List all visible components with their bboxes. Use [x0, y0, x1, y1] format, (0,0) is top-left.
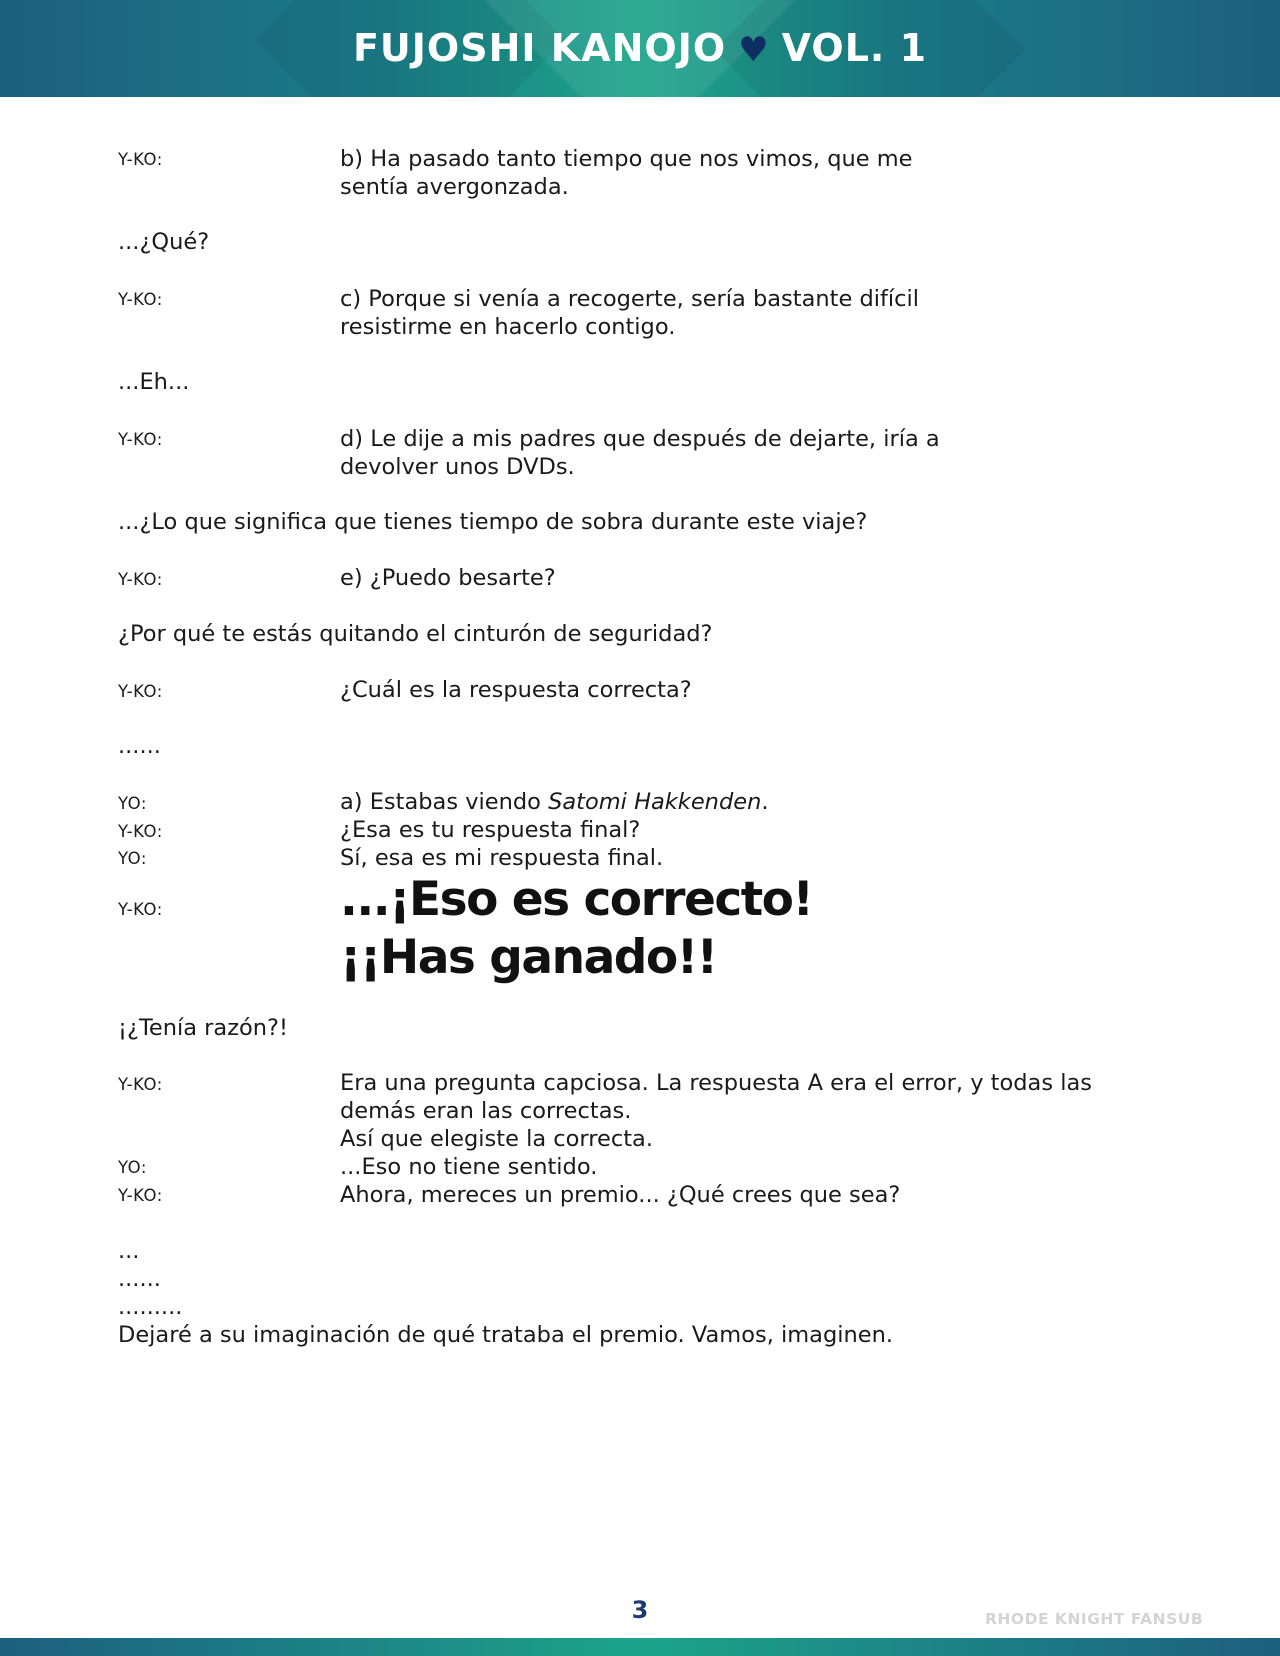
speaker-label: Y-KO:: [118, 682, 163, 701]
dialogue-text-part: .: [761, 789, 769, 815]
narration-text: ¿Por qué te estás quitando el cinturón de seguridad?: [118, 621, 713, 647]
header-banner: [0, 0, 1280, 97]
speaker-label: Y-KO:: [118, 290, 163, 309]
narration-text: Dejaré a su imaginación de qué trataba el premio. Vamos, imaginen.: [118, 1322, 893, 1348]
dialogue-text: Ahora, mereces un premio... ¿Qué crees que sea?: [340, 1182, 901, 1208]
dialogue-text: c) Porque si venía a recogerte, sería bastante difícil: [340, 286, 920, 312]
dialogue-text: sentía avergonzada.: [340, 174, 569, 200]
dialogue-text: ¿Cuál es la respuesta correcta?: [340, 677, 692, 703]
emphasis-text: ...¡Eso es correcto!: [340, 872, 813, 927]
dialogue-text: e) ¿Puedo besarte?: [340, 565, 556, 591]
speaker-label: Y-KO:: [118, 570, 163, 589]
credit-watermark: RHODE KNIGHT FANSUB: [985, 1610, 1204, 1628]
speaker-label: Y-KO:: [118, 1186, 163, 1205]
dialogue-text: resistirme en hacerlo contigo.: [340, 314, 676, 340]
narration-text: ......: [118, 733, 161, 759]
dialogue-text: [340, 788, 768, 816]
heart-icon: ♥: [738, 30, 770, 70]
dialogue-text: ...Eso no tiene sentido.: [340, 1154, 598, 1180]
speaker-label: Y-KO:: [118, 1075, 163, 1094]
page-title: [0, 26, 1280, 70]
dialogue-text-part: a) Estabas viendo: [340, 789, 549, 815]
footer-bar: [0, 1638, 1280, 1656]
speaker-label: YO:: [118, 794, 147, 813]
narration-text: ¡¿Tenía razón?!: [118, 1015, 289, 1041]
speaker-label: Y-KO:: [118, 900, 163, 919]
dialogue-title-italic: Satomi Hakkenden: [548, 789, 762, 815]
dialogue-text: Era una pregunta capciosa. La respuesta A era el error, y todas las: [340, 1070, 1092, 1096]
dialogue-text: d) Le dije a mis padres que después de dejarte, iría a: [340, 426, 940, 452]
speaker-label: Y-KO:: [118, 430, 163, 449]
narration-text: .........: [118, 1294, 183, 1320]
dialogue-text: ¿Esa es tu respuesta final?: [340, 817, 641, 843]
dialogue-text: Así que elegiste la correcta.: [340, 1126, 653, 1152]
page-number: 3: [631, 1596, 649, 1624]
speaker-label: YO:: [118, 849, 147, 868]
speaker-label: YO:: [118, 1158, 147, 1177]
dialogue-text: Sí, esa es mi respuesta final.: [340, 845, 664, 871]
narration-text: ......: [118, 1266, 161, 1292]
dialogue-text: b) Ha pasado tanto tiempo que nos vimos, que me: [340, 146, 913, 172]
dialogue-text: demás eran las correctas.: [340, 1098, 632, 1124]
emphasis-text: ¡¡Has ganado!!: [340, 930, 717, 985]
speaker-label: Y-KO:: [118, 150, 163, 169]
narration-text: ...¿Lo que significa que tienes tiempo de sobra durante este viaje?: [118, 509, 868, 535]
narration-text: ...: [118, 1238, 140, 1264]
dialogue-text: devolver unos DVDs.: [340, 454, 575, 480]
narration-text: ...Eh...: [118, 369, 190, 395]
title-left: FUJOSHI KANOJO: [352, 26, 727, 70]
speaker-label: Y-KO:: [118, 822, 163, 841]
narration-text: ...¿Qué?: [118, 229, 210, 255]
title-right: VOL. 1: [781, 26, 928, 70]
